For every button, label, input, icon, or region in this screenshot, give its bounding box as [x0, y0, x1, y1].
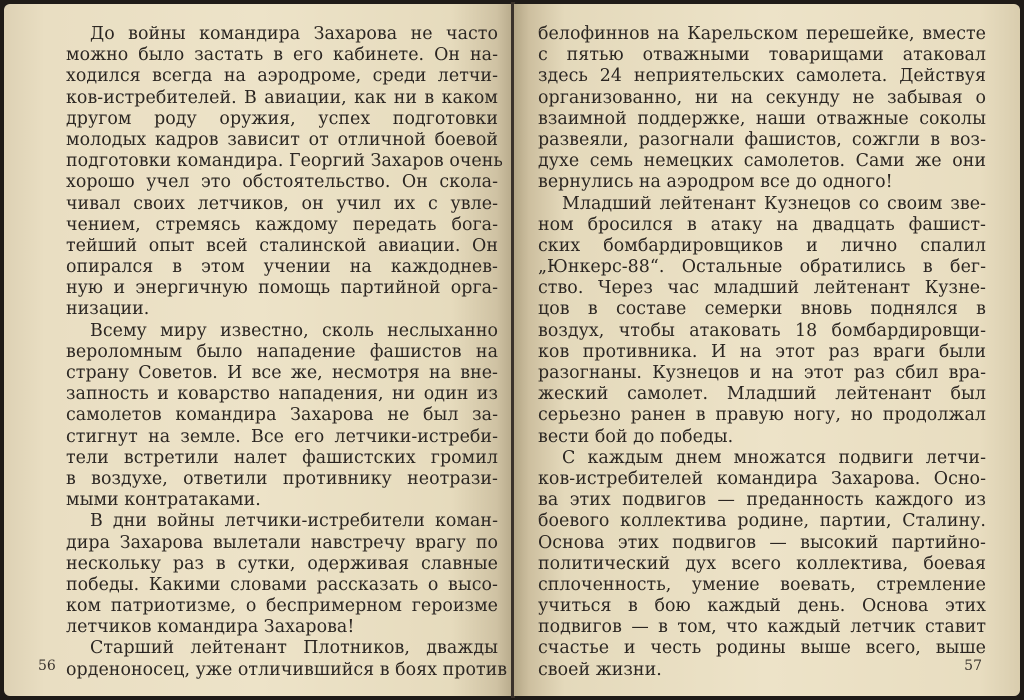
text-line: учиться в бою каждый день. Основа этих	[538, 596, 986, 617]
text-line: организованно, ни на секунду не забывая о	[538, 87, 986, 108]
text-line: ков противника. И на этот раз враги были	[538, 341, 986, 362]
left-page-text	[66, 24, 508, 681]
text-line: счастье и честь родины выше всего, выше	[538, 638, 986, 659]
text-line: воздух, чтобы атаковать 18 бомбардировщи-	[538, 320, 986, 341]
right-page-text	[538, 24, 986, 681]
text-line: мыми контратаками.	[66, 490, 261, 511]
text-line: орденоносец, уже отличившийся в боях против	[66, 659, 508, 680]
text-line: ходился всегда на аэродроме, среди летчи-	[66, 66, 498, 87]
text-line: молодых кадров зависит от отличной боевой	[66, 129, 498, 150]
text-line: опирался в этом учении на каждоднев-	[66, 257, 498, 278]
text-line: развеяли, разогнали фашистов, сожгли в воз-	[538, 129, 986, 150]
page-number-left: 56	[38, 658, 56, 674]
text-line: своей жизни.	[538, 659, 662, 680]
text-line: ков-истребителей. В авиации, как ни в каком	[66, 87, 498, 108]
text-line: вероломным было нападение фашистов на	[66, 341, 498, 362]
left-page	[4, 4, 512, 696]
text-line: белофиннов на Карельском перешейке, вместе	[538, 24, 986, 44]
text-line: серьезно ранен в правую ногу, но продолжал	[538, 405, 986, 426]
text-line: цов в составе семерки вновь поднялся в	[538, 299, 986, 320]
text-line: другом роду оружия, успех подготовки	[66, 108, 498, 129]
text-line: страну Советов. И все же, несмотря на вне-	[66, 363, 498, 383]
text-line: ство. Через час младший лейтенант Кузне-	[538, 278, 986, 299]
text-line: дира Захарова вылетали навстречу врагу по	[66, 532, 498, 553]
text-line: сплоченность, умение воевать, стремление	[538, 574, 986, 595]
text-line: тели встретили налет фашистских громил	[66, 447, 498, 468]
text-line: ков-истребителей командира Захарова. Осно-	[538, 468, 986, 489]
text-line: ских бомбардировщиков и лично спалил	[538, 235, 986, 256]
text-line: В дни войны летчики-истребители коман-	[90, 511, 498, 532]
text-line: Младший лейтенант Кузнецов со своим зве-	[562, 193, 986, 214]
text-line: стигнут на земле. Все его летчики-истреби-	[66, 426, 498, 447]
text-line: хорошо учел это обстоятельство. Он скола-	[66, 172, 498, 193]
text-line: политический дух всего коллектива, боевая	[538, 553, 986, 574]
text-line: боевого коллектива родине, партии, Сталину.	[538, 511, 986, 532]
text-line: победы. Какими словами рассказать о высо-	[66, 574, 498, 595]
text-line: жеский самолет. Младший лейтенант был	[538, 384, 986, 405]
text-line: духе семь немецких самолетов. Сами же они	[538, 151, 986, 172]
text-line: чением, стремясь каждому передать бога-	[66, 214, 498, 235]
text-line: летчиков командира Захарова!	[66, 617, 355, 638]
text-line: самолетов командира Захарова не был за-	[66, 405, 498, 426]
text-line: ва этих подвигов — преданность каждого из	[538, 490, 986, 511]
text-line: тейший опыт всей сталинской авиации. Он	[66, 235, 498, 256]
text-line: здесь 24 неприятельских самолета. Действуя	[538, 66, 986, 87]
text-line: Старший лейтенант Плотников, дважды	[90, 638, 498, 659]
text-line: ную и энергичную помощь партийной орга-	[66, 278, 498, 299]
text-line: чивал своих летчиков, он учил их с увле-	[66, 193, 498, 214]
text-line: Основа этих подвигов — высокий партийно-	[538, 532, 986, 553]
text-line: подготовки командира. Георгий Захаров очень	[66, 151, 503, 172]
text-line: вести бой до победы.	[538, 426, 734, 447]
text-line: запность и коварство нападения, ни один из	[66, 384, 498, 405]
text-line: ком патриотизме, о беспримерном героизме	[66, 596, 498, 617]
text-line: подвигов — в том, что каждый летчик ставит	[538, 617, 986, 638]
text-line: вернулись на аэродром все до одного!	[538, 172, 893, 193]
text-line: „Юнкерс-88“. Остальные обратились в бег-	[538, 257, 986, 278]
text-line: с пятью отважными товарищами атаковал	[538, 45, 986, 66]
text-line: в воздухе, ответили противнику неотрази-	[66, 468, 498, 489]
text-line: С каждым днем множатся подвиги летчи-	[562, 447, 986, 468]
text-line: разогнаны. Кузнецов и на этот раз сбил вра-	[538, 363, 986, 383]
text-line: нескольку раз в сутки, одерживая славные	[66, 553, 498, 574]
right-page	[514, 4, 1020, 696]
text-line: До войны командира Захарова не часто	[90, 24, 498, 44]
text-line: низации.	[66, 299, 150, 320]
text-line: ном бросился в атаку на двадцать фашист-	[538, 214, 986, 235]
text-line: Всему миру известно, сколь неслыханно	[90, 320, 498, 341]
text-line: взаимной поддержке, наши отважные соколы	[538, 108, 986, 129]
page-number-right: 57	[964, 658, 982, 674]
text-line: можно было застать в его кабинете. Он на-	[66, 45, 498, 66]
